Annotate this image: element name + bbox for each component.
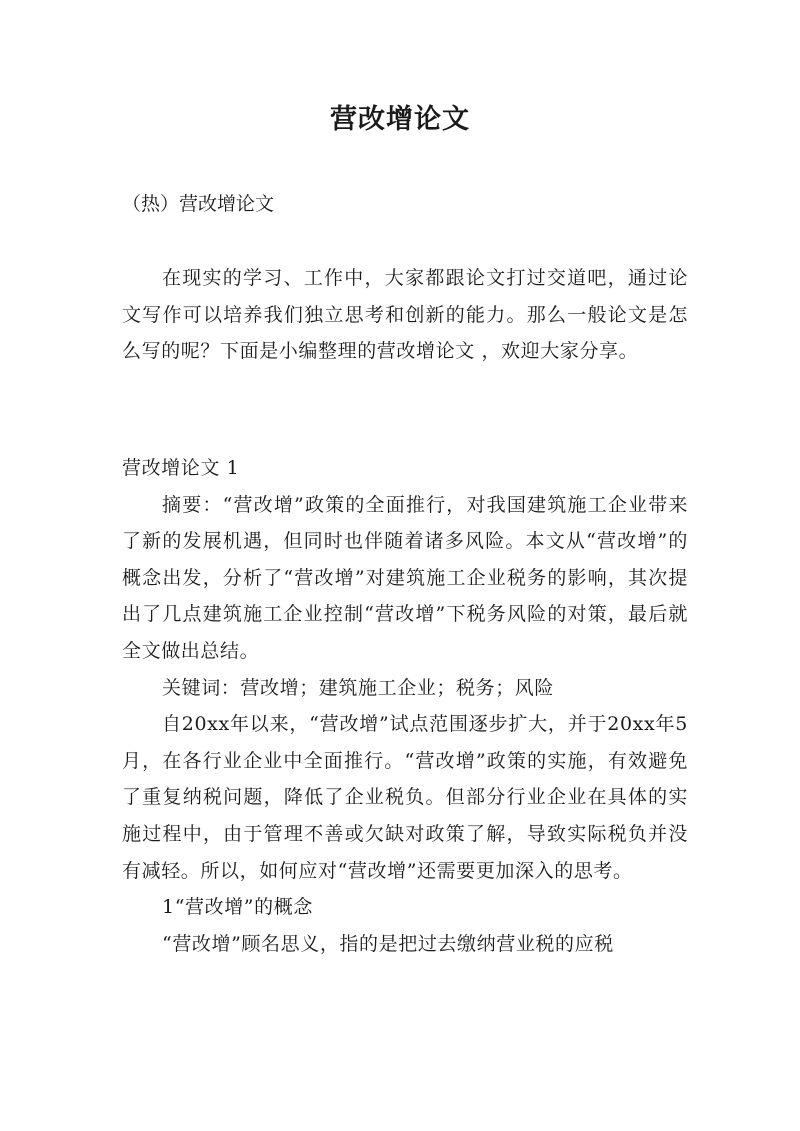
abstract-paragraph: 摘要：“营改增”政策的全面推行，对我国建筑施工企业带来了新的发展机遇，但同时也伴随着诸多风险。本文从“营改增”的概念出发，分析了“营改增”对建筑施工企业税务的影响，其次提出了几点建筑施工企业控制“营改增”下税务风险的对策，最后就全文做出总结。 (122, 493, 688, 662)
document-title: 营改增论文 (330, 104, 470, 135)
body-paragraph: 自20xx年以来，“营改增”试点范围逐步扩大，并于20xx年5月，在各行业企业中全面推行。“营改增”政策的实施，有效避免了重复纳税问题，降低了企业税负。但部分行业企业在具体的实施过程中，由于管理不善或欠缺对政策了解，导致实际税负并没有减轻。所以，如何应对“营改增”还需要更加深入的思考。 (122, 713, 688, 882)
intro-block (122, 260, 688, 370)
subsection-heading: 1“营改增”的概念 (162, 896, 313, 919)
essay-section (122, 450, 688, 962)
section-heading: 营改增论文 1 (122, 457, 240, 479)
document-subtitle: （热）营改增论文 (122, 193, 275, 215)
body-paragraph: “营改增”顾名思义，指的是把过去缴纳营业税的应税 (162, 932, 614, 955)
intro-paragraph: 在现实的学习、工作中，大家都跟论文打过交道吧，通过论文写作可以培养我们独立思考和创新的能力。那么一般论文是怎么写的呢？下面是小编整理的营改增论文 ，欢迎大家分享。 (122, 267, 688, 363)
keywords-paragraph: 关键词：营改增；建筑施工企业；税务；风险 (162, 676, 555, 699)
